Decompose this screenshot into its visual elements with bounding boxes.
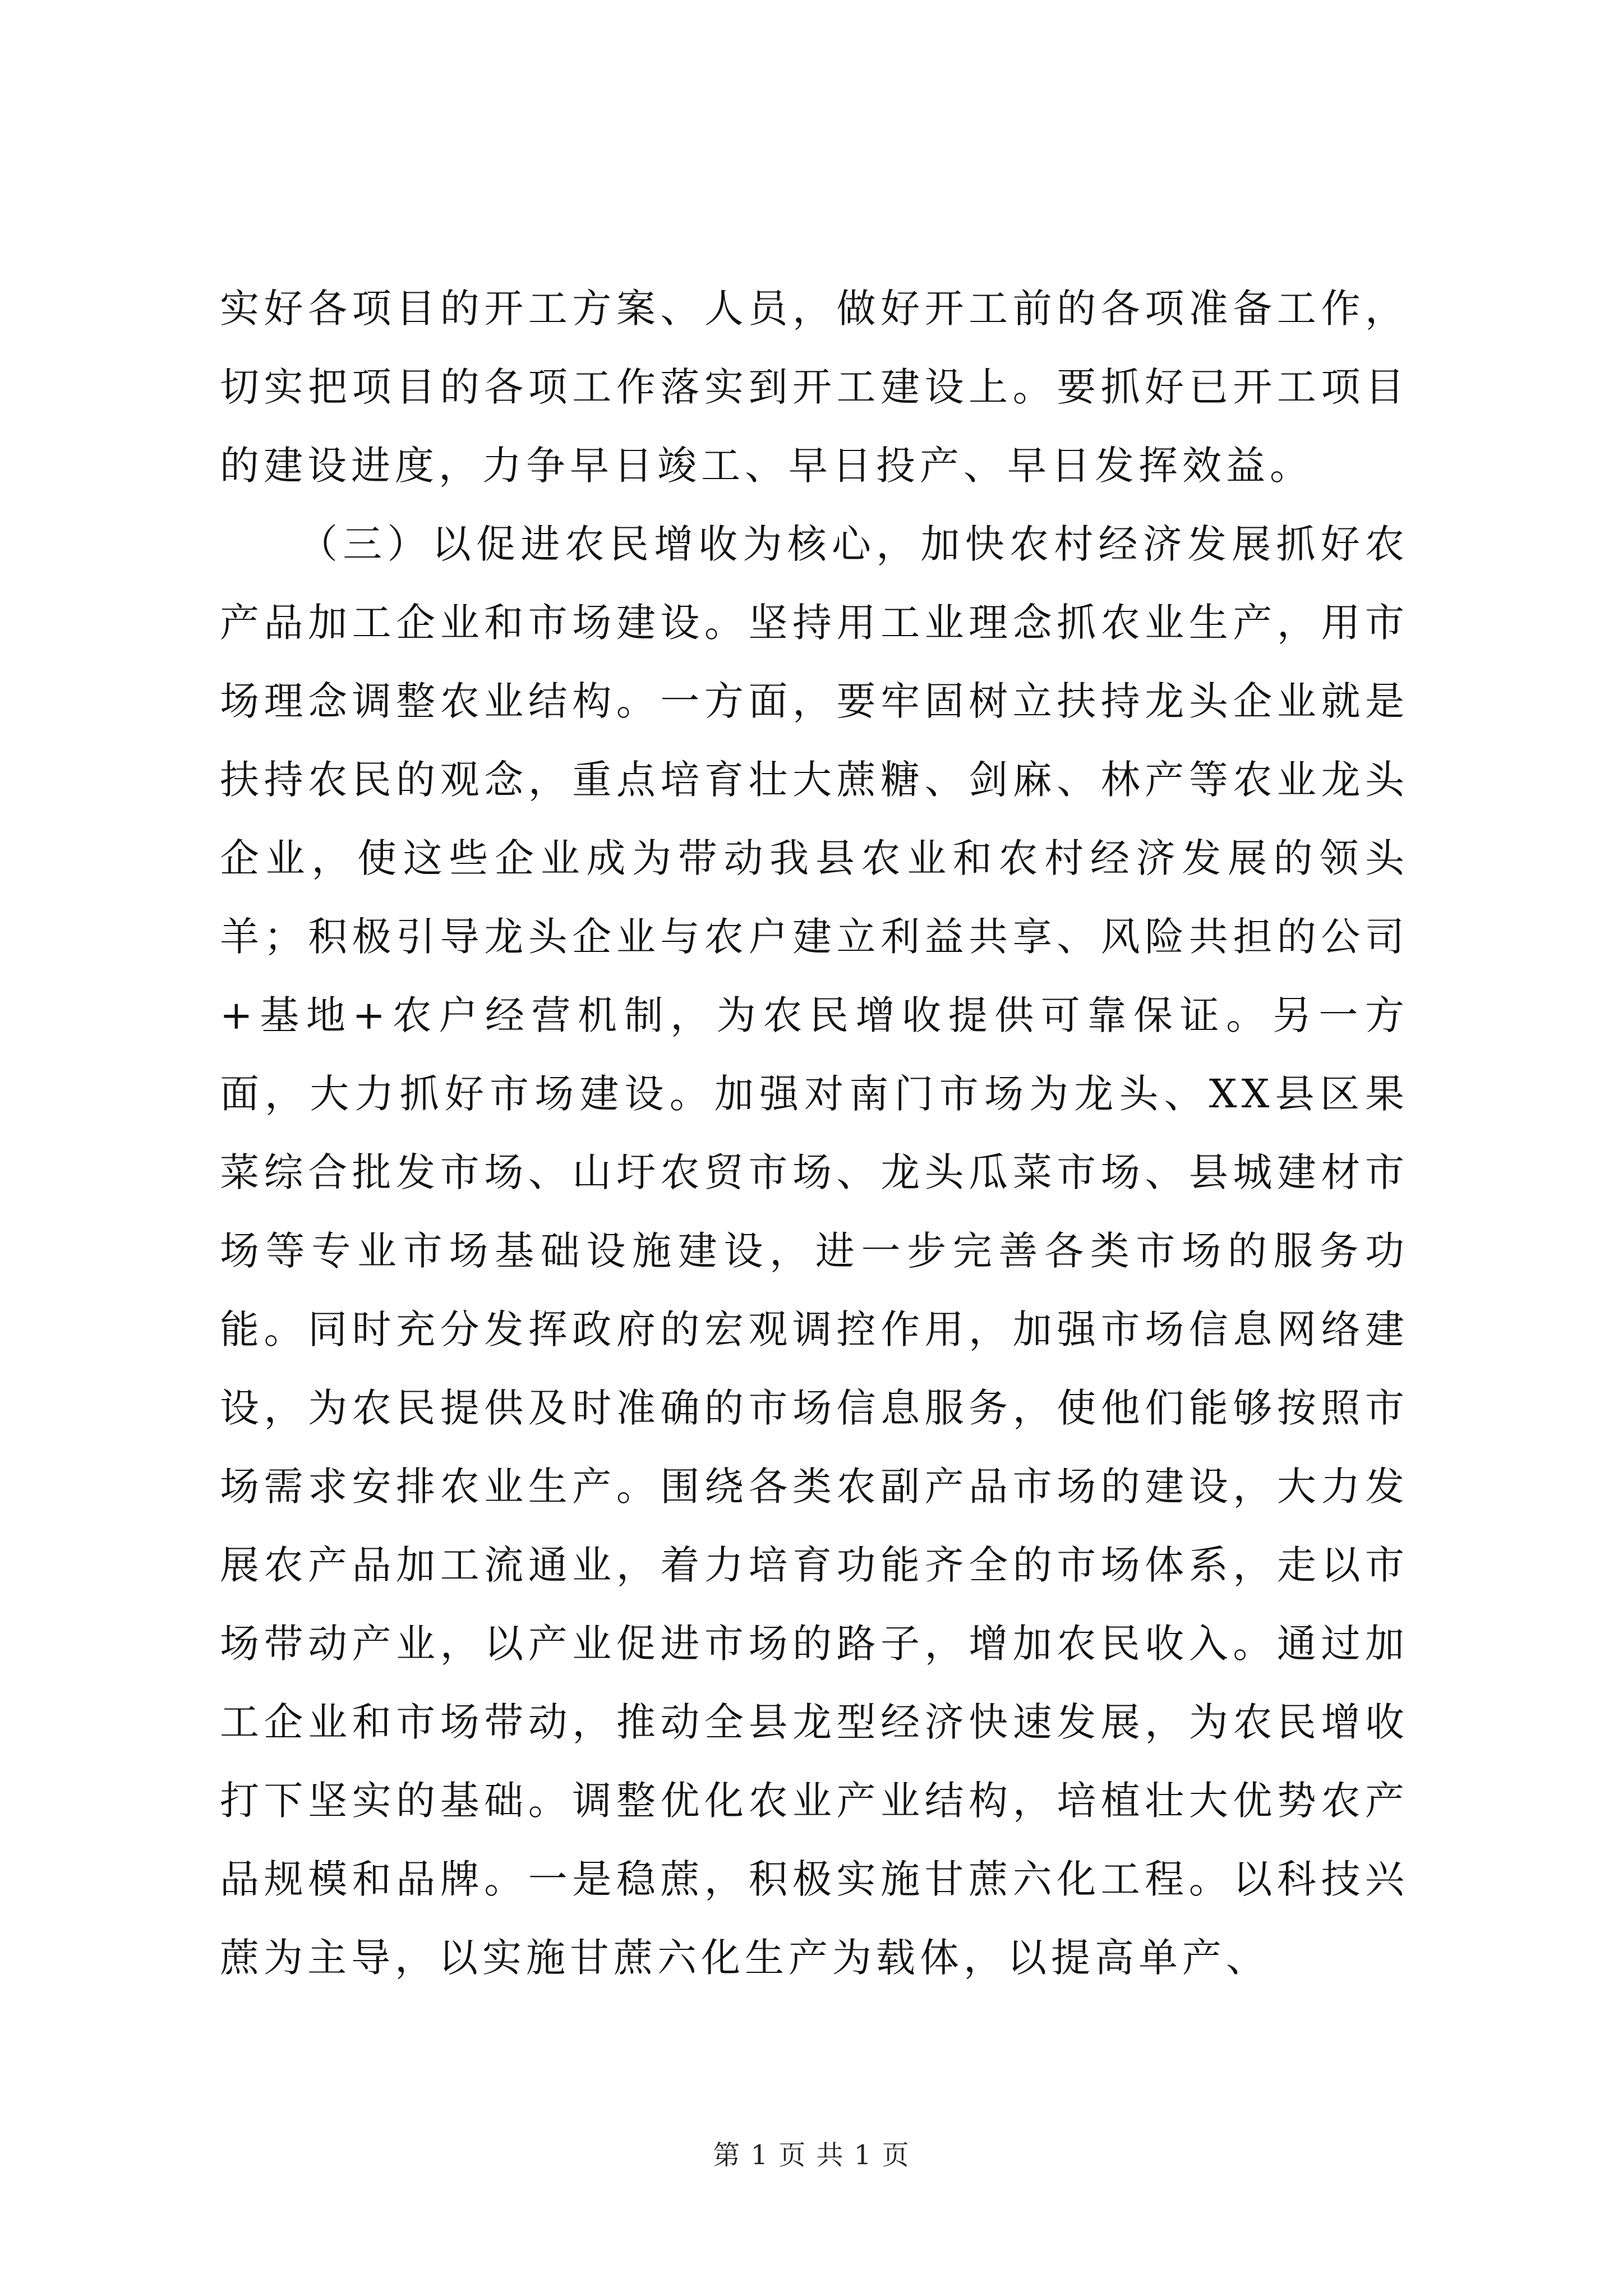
paragraph-section-three: （三）以促进农民增收为核心，加快农村经济发展抓好农产品加工企业和市场建设。坚持用工业理念抓农业生产，用市场理念调整农业结构。一方面，要牢固树立扶持龙头企业就是扶持农民的观念，重点培育壮大蔗糖、剑麻、林产等农业龙头企业，使这些企业成为带动我县农业和农村经济发展的领头羊；积极引导龙头企业与农户建立利益共享、风险共担的公司+基地+农户经营机制，为农民增收提供可靠保证。另一方面，大力抓好市场建设。加强对南门市场为龙头、XX县区果菜综合批发市场、山圩农贸市场、龙头瓜菜市场、县城建材市场等专业市场基础设施建设，进一步完善各类市场的服务功能。同时充分发挥政府的宏观调控作用，加强市场信息网络建设，为农民提供及时准确的市场信息服务，使他们能够按照市场需求安排农业生产。围绕各类农副产品市场的建设，大力发展农产品加工流通业，着力培育功能齐全的市场体系，走以市场带动产业，以产业促进市场的路子，增加农民收入。通过加工企业和市场带动，推动全县龙型经济快速发展，为农民增收打下坚实的基础。调整优化农业产业结构，培植壮大优势农产品规模和品牌。一是稳蔗，积极实施甘蔗六化工程。以科技兴蔗为主导，以实施甘蔗六化生产为载体，以提高单产、 [220, 521, 1409, 1981]
document-body [220, 269, 1409, 1997]
paragraph-continuation: 实好各项目的开工方案、人员，做好开工前的各项准备工作，切实把项目的各项工作落实到开工建设上。要抓好已开工项目的建设进度，力争早日竣工、早日投产、早日发挥效益。 [220, 286, 1409, 489]
page-number-footer: 第 1 页 共 1 页 [713, 2139, 910, 2171]
